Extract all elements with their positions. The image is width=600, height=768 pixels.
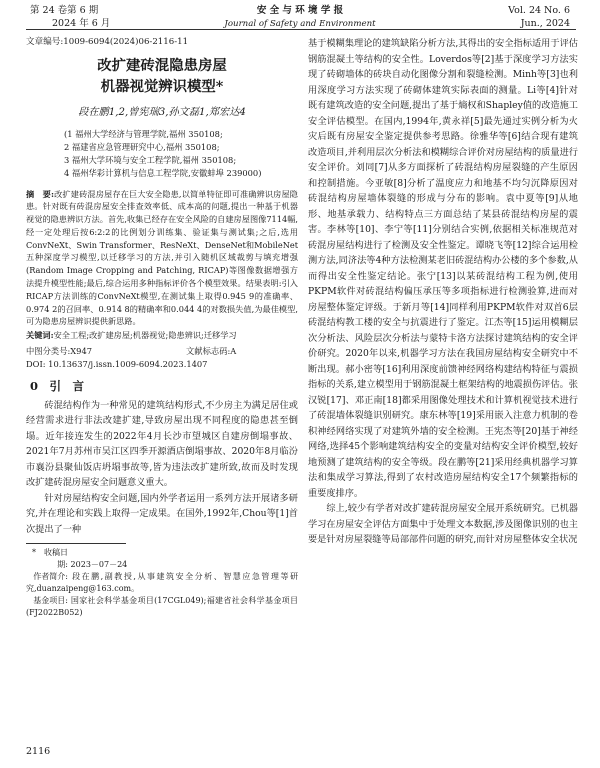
affiliation: 2 福建省应急管理研究中心,福州 350108; — [64, 141, 220, 152]
header-volume-en: Vol. 24 No. 6 — [508, 5, 570, 16]
section-heading: 0 引 言 — [30, 379, 85, 394]
article-title — [26, 55, 298, 97]
affiliations — [64, 128, 298, 180]
paragraph: 综上,较少有学者对改扩建砖混房屋安全展开系统研究。已机器学习在房屋安全评估方面集中于处理文本数据,涉及图像识别的也主要是针对房屋裂缝等局部部件问题的研究,而针对房屋整体安全状况 — [308, 503, 578, 545]
doi: DOI: 10.13637/j.issn.1009-6094.2023.1407 — [26, 359, 208, 370]
affiliation: 4 福州华彩计算机与信息工程学院,安徽蚌埠 239000) — [64, 167, 262, 178]
keywords-text: 安全工程;改扩建房屋;机器视觉;隐患辨识;迁移学习 — [53, 330, 237, 341]
author-list: 段在鹏1,2,曾宪瑞3,孙文磊1,郑宏达4 — [78, 107, 246, 118]
footnote-author — [26, 571, 298, 595]
header-volume-cn: 第 24 卷第 6 期 — [30, 5, 99, 16]
footnote-received — [26, 547, 298, 571]
footnotes — [26, 547, 298, 619]
affiliation: (1 福州大学经济与管理学院,福州 350108; — [64, 128, 223, 139]
header-rule — [26, 29, 576, 30]
footnote-funding — [26, 595, 298, 619]
keywords-label: 关键词: — [26, 330, 54, 341]
abstract-text: 改扩建砖混房屋存在巨大安全隐患,以简单特征即可准确辨识房屋隐患。针对既有砖混房屋安全排查效率低、成本高的问题,提出一种基于机器视觉的隐患辨识方法。首先,收集已经存在安全风险的自建房屋图像7114幅,经一定处理后按6:2:2的比例划分训练集、验证集与测试集;之后,选用ConvNeXt、Swin Transformer、ResNeXt、DenseNet和MobileNet五种深度学习模型,以迁移学习的方法,并引入随机区域裁剪与填充增强(Random Image Cropping and Patching, RICAP)等图像数据增强方法提升模型性能;最后,综合运用多种指标评价各个模型效果。结果表明:引入RICAP方法训练的ConvNeXt模型,在测试集上取得0.945 9的准确率、0.974 2的召回率、0.914 8的精确率和0.044 4的对数损失值,为最佳模型,可为隐患房屋辨识提供新思路。 — [26, 188, 298, 327]
header-date-cn: 2024 年 6 月 — [52, 18, 111, 29]
document-code: 文献标志码:A — [186, 346, 237, 357]
right-column — [308, 36, 578, 764]
footnote-label: * 收稿日期: — [32, 548, 68, 570]
footnote-text: 国家社会科学基金项目(17CGL049);福建省社会科学基金项目(FJ2022B052) — [26, 596, 298, 618]
abstract-label: 摘 要: — [26, 188, 54, 199]
footnote-text: 段在鹏,副教授,从事建筑安全分析、智慧应急管理等研究,duanzaipeng@163.com。 — [26, 572, 298, 594]
title-line-2: 机器视觉辨识模型* — [100, 78, 224, 95]
header-journal-en: Journal of Safety and Environment — [224, 19, 376, 29]
paragraph: 砖混结构作为一种常见的建筑结构形式,不少房主为满足居住或经营需求进行非法改建扩建,导致房屋出现不同程度的隐患甚至倒塌。近年接连发生的2022年4月长沙市望城区自建房倒塌事故、2021年7月苏州市吴江区四季开源酒店倒塌事故、2020年8月临汾市襄汾县聚仙饭店坍塌事故等,皆为违法改扩建所致,故而及时发现改扩建砖混房屋安全问题意义重大。 — [26, 399, 298, 489]
article-number: 文章编号:1009-6094(2024)06-2116-11 — [26, 37, 189, 47]
keywords — [26, 329, 298, 342]
class-number: 中图分类号:X947 — [26, 346, 93, 357]
abstract — [26, 188, 298, 343]
paragraph: 针对房屋结构安全问题,国内外学者运用一系列方法开展诸多研究,并在理论和实践上取得一定成果。在国外,1992年,Chou等[1]首次提出了一种 — [26, 492, 298, 535]
title-line-1: 改扩建砖混隐患房屋 — [97, 57, 227, 74]
header-journal-cn: 安 全 与 环 境 学 报 — [256, 5, 344, 16]
page-number: 2116 — [26, 746, 51, 757]
header-date-en: Jun., 2024 — [520, 18, 570, 29]
classification — [26, 345, 298, 371]
affiliation: 3 福州大学环境与安全工程学院,福州 350108; — [64, 154, 237, 165]
footnote-label: 基金项目: — [33, 596, 68, 606]
left-column — [26, 36, 298, 736]
paragraph: 基于模糊集理论的建筑缺陷分析方法,其得出的安全指标适用于评估钢筋混凝土等结构的安全性。Loverdos等[2]基于深度学习方法实现了砖砌墙体的砖块自动化图像分割和裂缝检测。Minh等[3]也利用深度学习方法实现了砖砌体建筑实际表面的测量。Li等[4]针对既有建筑改造的安全问题,提出了基于熵权和Shapley值的改造施工安全评估模型。在国内,1994年,黄永祥[5]最先通过实例分析为火灾后既有房屋安全鉴定提供参考思路。徐雅华等[6]结合现有建筑改造项目,并利用层次分析法和模糊综合评价对房屋结构的质量进行安全评价。刘同[7]从多方面探析了砖混结构房屋裂缝的产生原因和控制措施。今亚敏[8]分析了温度应力和地基不均匀沉降原因对砖混结构房屋墙体裂缝的形成与分布的影响。袁中夏等[9]从地形、地基承载力、结构特点三方面总结了某县砖混结构房屋的震害。李林等[10]、李宁等[11]分别结合实例,依据相关标准规范对砖混房屋结构进行了检测及安全性鉴定。谭晓飞等[12]综合运用检测方法,同济法等4种方法检测某老旧砖混结构办公楼的多个参数,从而得出安全性鉴定结论。张宁[13]以某砖混结构工程为例,使用PKPM软件对砖混结构偏压承压等多项指标进行检测验算,进而对房屋整体鉴定评级。于新月等[14]同样利用PKPM软件对双首6层砖混结构教工楼的安全与抗震进行了鉴定。江杰等[15]运用模糊层次分析法、风险层次分析法与蒙特卡洛方法探讨建筑结构的安全评价研究。2020年以来,机器学习方法在我国房屋结构安全研究中不断出现。郝小密等[16]利用深度前馈神经网络构建结构特征与震损指标的关系,建立模型用于钢筋混凝土框架结构的地震损伤评估。张汉锐[17]、邓正南[18]都采用图像处理技术和计算机视觉技术进行了砖混墙体裂缝识别研究。康东林等[19]采用嵌入注意力机制的卷积神经网络实现了对建筑外墙的安全检测。王宪杰等[20]基于神经网络,选择45个影响建筑结构安全的变量对结构安全评价模型,较好地预测了建筑结构的安全等级。段在鹏等[21]采用经典机器学习算法和集成学习算法,得到了农村改造房屋结构安全17个频繁指标的重要度排序。 — [308, 38, 578, 499]
footnote-text: 2023－07－24 — [70, 560, 128, 570]
footnote-label: 作者简介: — [33, 572, 68, 582]
footnote-rule — [26, 543, 126, 544]
